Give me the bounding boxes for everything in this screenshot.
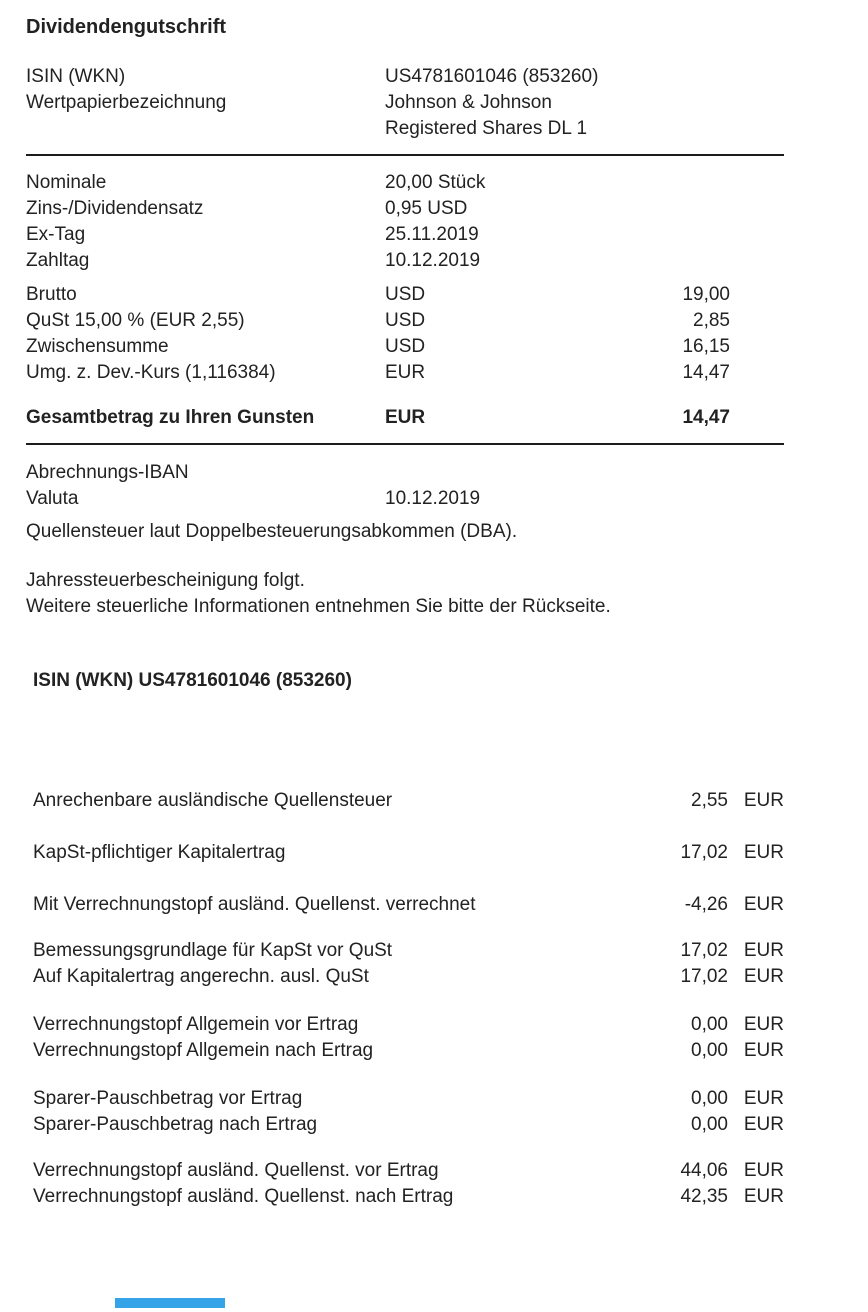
valuta-value: 10.12.2019: [385, 488, 481, 509]
tax-group: [26, 1012, 784, 1064]
divider-top: [26, 154, 784, 156]
tax-group: [26, 788, 784, 814]
tax-row-label: Verrechnungstopf ausländ. Quellenst. nach Ertrag: [33, 1186, 454, 1207]
iban-value: [385, 460, 730, 486]
tax-row: [26, 840, 784, 866]
amounts-section: [26, 282, 784, 386]
amount-currency: USD: [385, 336, 426, 357]
tax-row-currency: EUR: [743, 966, 784, 987]
tax-row-amount: 0,00: [691, 1114, 728, 1135]
amount-value: 16,15: [682, 336, 730, 357]
amount-label: QuSt 15,00 % (EUR 2,55): [26, 310, 245, 331]
amount-currency: EUR: [385, 362, 426, 383]
tax-row-currency: EUR: [743, 940, 784, 961]
tax-section-heading: ISIN (WKN) US4781601046 (853260): [33, 670, 352, 691]
valuta-label: Valuta: [26, 488, 79, 509]
detail-value: 10.12.2019: [385, 250, 481, 271]
security-name-value-2: Registered Shares DL 1: [385, 118, 588, 139]
total-currency: EUR: [385, 407, 426, 428]
tax-row-label: Verrechnungstopf Allgemein vor Ertrag: [33, 1014, 359, 1035]
document-body: [26, 0, 784, 1210]
tax-row-amount: 17,02: [680, 842, 728, 863]
additional-notes: [26, 568, 784, 620]
withholding-tax-note: Quellensteuer laut Doppelbesteuerungsabkommen (DBA).: [26, 521, 518, 542]
amount-row: [26, 360, 784, 386]
amount-row: [26, 308, 784, 334]
tax-row-label: Bemessungsgrundlage für KapSt vor QuSt: [33, 940, 393, 961]
amount-label: Zwischensumme: [26, 336, 169, 357]
detail-row: [26, 170, 784, 196]
amount-value: 14,47: [682, 362, 730, 383]
detail-row: [26, 196, 784, 222]
tax-row-label: KapSt-pflichtiger Kapitalertrag: [33, 842, 286, 863]
tax-row-currency: EUR: [743, 1160, 784, 1181]
amount-label: Brutto: [26, 284, 77, 305]
security-name-label: Wertpapierbezeichnung: [26, 92, 227, 113]
tax-row: [26, 1086, 784, 1112]
detail-row: [26, 248, 784, 274]
detail-label: Zahltag: [26, 250, 90, 271]
divider-bottom: [26, 443, 784, 445]
amount-currency: USD: [385, 284, 426, 305]
tax-row-currency: EUR: [743, 1014, 784, 1035]
tax-row-amount: 2,55: [691, 790, 728, 811]
tax-row-amount: 17,02: [680, 940, 728, 961]
security-name-row-2: [26, 116, 784, 142]
tax-row-currency: EUR: [743, 1040, 784, 1061]
tax-row: [26, 964, 784, 990]
tax-certificate-note: Jahressteuerbescheinigung folgt.: [26, 570, 305, 591]
backside-info-note: Weitere steuerliche Informationen entnehmen Sie bitte der Rückseite.: [26, 596, 611, 617]
tax-row-label: Auf Kapitalertrag angerechn. ausl. QuSt: [33, 966, 369, 987]
amount-row: [26, 282, 784, 308]
tax-row-label: Verrechnungstopf ausländ. Quellenst. vor Ertrag: [33, 1160, 439, 1181]
settlement-section: [26, 460, 784, 512]
detail-row: [26, 222, 784, 248]
document-title: Dividendengutschrift: [26, 16, 227, 38]
tax-row: [26, 892, 784, 918]
amount-value: 19,00: [682, 284, 730, 305]
tax-row-amount: 17,02: [680, 966, 728, 987]
isin-row: [26, 64, 784, 90]
tax-row-currency: EUR: [743, 1186, 784, 1207]
tax-row: [26, 1112, 784, 1138]
tax-row-amount: 0,00: [691, 1040, 728, 1061]
tax-row: [26, 1158, 784, 1184]
tax-group: [26, 892, 784, 918]
security-name-value: Johnson & Johnson: [385, 92, 552, 113]
tax-row-label: Anrechenbare ausländische Quellensteuer: [33, 790, 393, 811]
tax-row-currency: EUR: [743, 1114, 784, 1135]
amount-value: 2,85: [693, 310, 730, 331]
tax-row: [26, 1184, 784, 1210]
tax-row-currency: EUR: [743, 790, 784, 811]
tax-row-amount: 0,00: [691, 1014, 728, 1035]
amount-row: [26, 334, 784, 360]
position-details-section: [26, 170, 784, 274]
iban-label: Abrechnungs-IBAN: [26, 462, 189, 483]
detail-label: Ex-Tag: [26, 224, 86, 245]
detail-label: Zins-/Dividendensatz: [26, 198, 204, 219]
tax-row: [26, 788, 784, 814]
security-name-row: [26, 90, 784, 116]
detail-value: 20,00 Stück: [385, 172, 486, 193]
tax-row-amount: 44,06: [680, 1160, 728, 1181]
tax-row-amount: 0,00: [691, 1088, 728, 1109]
amount-currency: USD: [385, 310, 426, 331]
detail-value: 0,95 USD: [385, 198, 468, 219]
tax-group: [26, 1158, 784, 1210]
total-value: 14,47: [682, 407, 730, 428]
tax-row: [26, 1038, 784, 1064]
total-row: [26, 405, 784, 431]
tax-row-currency: EUR: [743, 894, 784, 915]
tax-group: [26, 938, 784, 990]
detail-value: 25.11.2019: [385, 224, 479, 245]
tax-row-label: Sparer-Pauschbetrag nach Ertrag: [33, 1114, 318, 1135]
tax-row-label: Sparer-Pauschbetrag vor Ertrag: [33, 1088, 303, 1109]
page-indicator-bar: [115, 1298, 225, 1308]
amount-label: Umg. z. Dev.-Kurs (1,116384): [26, 362, 276, 383]
tax-row: [26, 938, 784, 964]
total-label: Gesamtbetrag zu Ihren Gunsten: [26, 407, 315, 428]
tax-row-label: Mit Verrechnungstopf ausländ. Quellenst. verrechnet: [33, 894, 476, 915]
tax-row-amount: 42,35: [680, 1186, 728, 1207]
tax-group: [26, 1086, 784, 1138]
security-identification-section: [26, 64, 784, 142]
isin-label: ISIN (WKN): [26, 66, 126, 87]
detail-label: Nominale: [26, 172, 107, 193]
tax-group: [26, 840, 784, 866]
tax-row-currency: EUR: [743, 842, 784, 863]
tax-row: [26, 1012, 784, 1038]
valuta-row: [26, 486, 784, 512]
tax-row-currency: EUR: [743, 1088, 784, 1109]
tax-row-amount: -4,26: [684, 894, 728, 915]
tax-row-label: Verrechnungstopf Allgemein nach Ertrag: [33, 1040, 374, 1061]
isin-value: US4781601046 (853260): [385, 66, 599, 87]
iban-row: [26, 460, 784, 486]
